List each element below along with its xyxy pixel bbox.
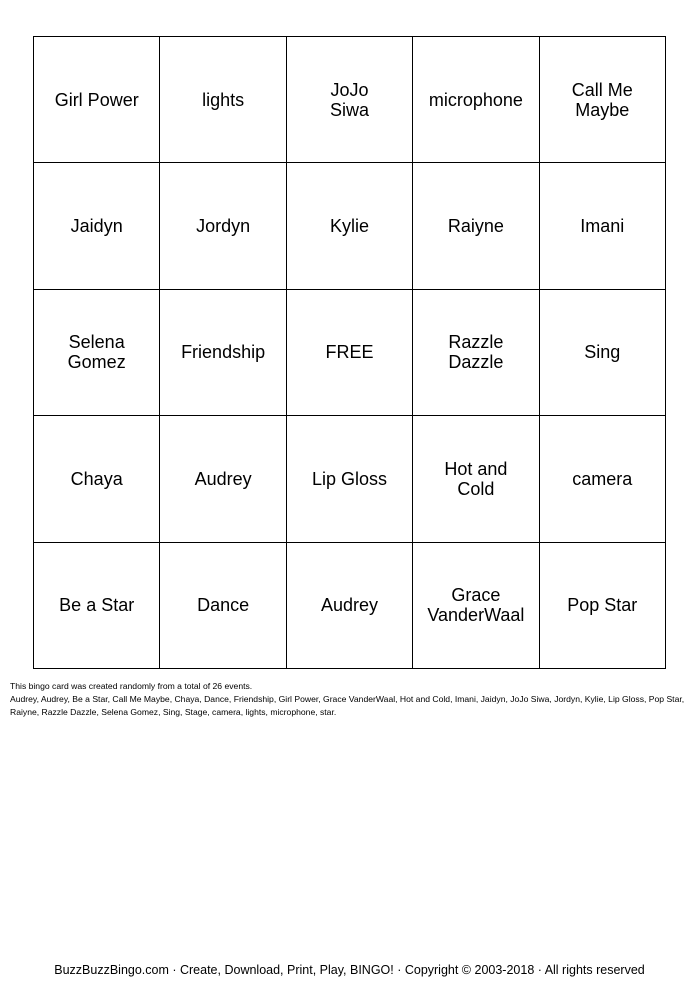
bingo-cell: Imani <box>540 163 666 289</box>
bingo-cell: Audrey <box>287 543 413 669</box>
bingo-cell: Girl Power <box>34 37 160 163</box>
bingo-cell: Sing <box>540 290 666 416</box>
bingo-cell: microphone <box>413 37 539 163</box>
bingo-cell: Raiyne <box>413 163 539 289</box>
bingo-cell: Dance <box>160 543 286 669</box>
bingo-cell: Be a Star <box>34 543 160 669</box>
card-info-event-list: Audrey, Audrey, Be a Star, Call Me Maybe, Chaya, Dance, Friendship, Girl Power, Grace VanderWaal, Hot and Cold, Imani, Jaidyn, JoJo Siwa, Jordyn, Kylie, Lip Gloss, Pop Star, Raiyne, Razzle Dazzle, Selena Gomez, Sing, Stage, camera, lights, microphone, star. <box>10 694 685 717</box>
bingo-cell: Selena Gomez <box>34 290 160 416</box>
bingo-cell: camera <box>540 416 666 542</box>
bingo-cell: Jordyn <box>160 163 286 289</box>
bingo-cell: lights <box>160 37 286 163</box>
bingo-cell: Chaya <box>34 416 160 542</box>
bingo-cell: Friendship <box>160 290 286 416</box>
bingo-card <box>33 36 666 669</box>
bingo-cell-free: FREE <box>287 290 413 416</box>
bingo-cell: Hot and Cold <box>413 416 539 542</box>
bingo-cell: Grace VanderWaal <box>413 543 539 669</box>
card-info-summary: This bingo card was created randomly from a total of 26 events. <box>10 681 253 691</box>
bingo-cell: JoJo Siwa <box>287 37 413 163</box>
bingo-cell: Jaidyn <box>34 163 160 289</box>
bingo-cell: Audrey <box>160 416 286 542</box>
card-info <box>10 680 685 719</box>
bingo-cell: Call Me Maybe <box>540 37 666 163</box>
bingo-cell: Kylie <box>287 163 413 289</box>
page-footer: BuzzBuzzBingo.com · Create, Download, Print, Play, BINGO! · Copyright © 2003-2018 · All rights reserved <box>54 963 645 977</box>
bingo-cell: Lip Gloss <box>287 416 413 542</box>
bingo-cell: Razzle Dazzle <box>413 290 539 416</box>
bingo-cell: Pop Star <box>540 543 666 669</box>
